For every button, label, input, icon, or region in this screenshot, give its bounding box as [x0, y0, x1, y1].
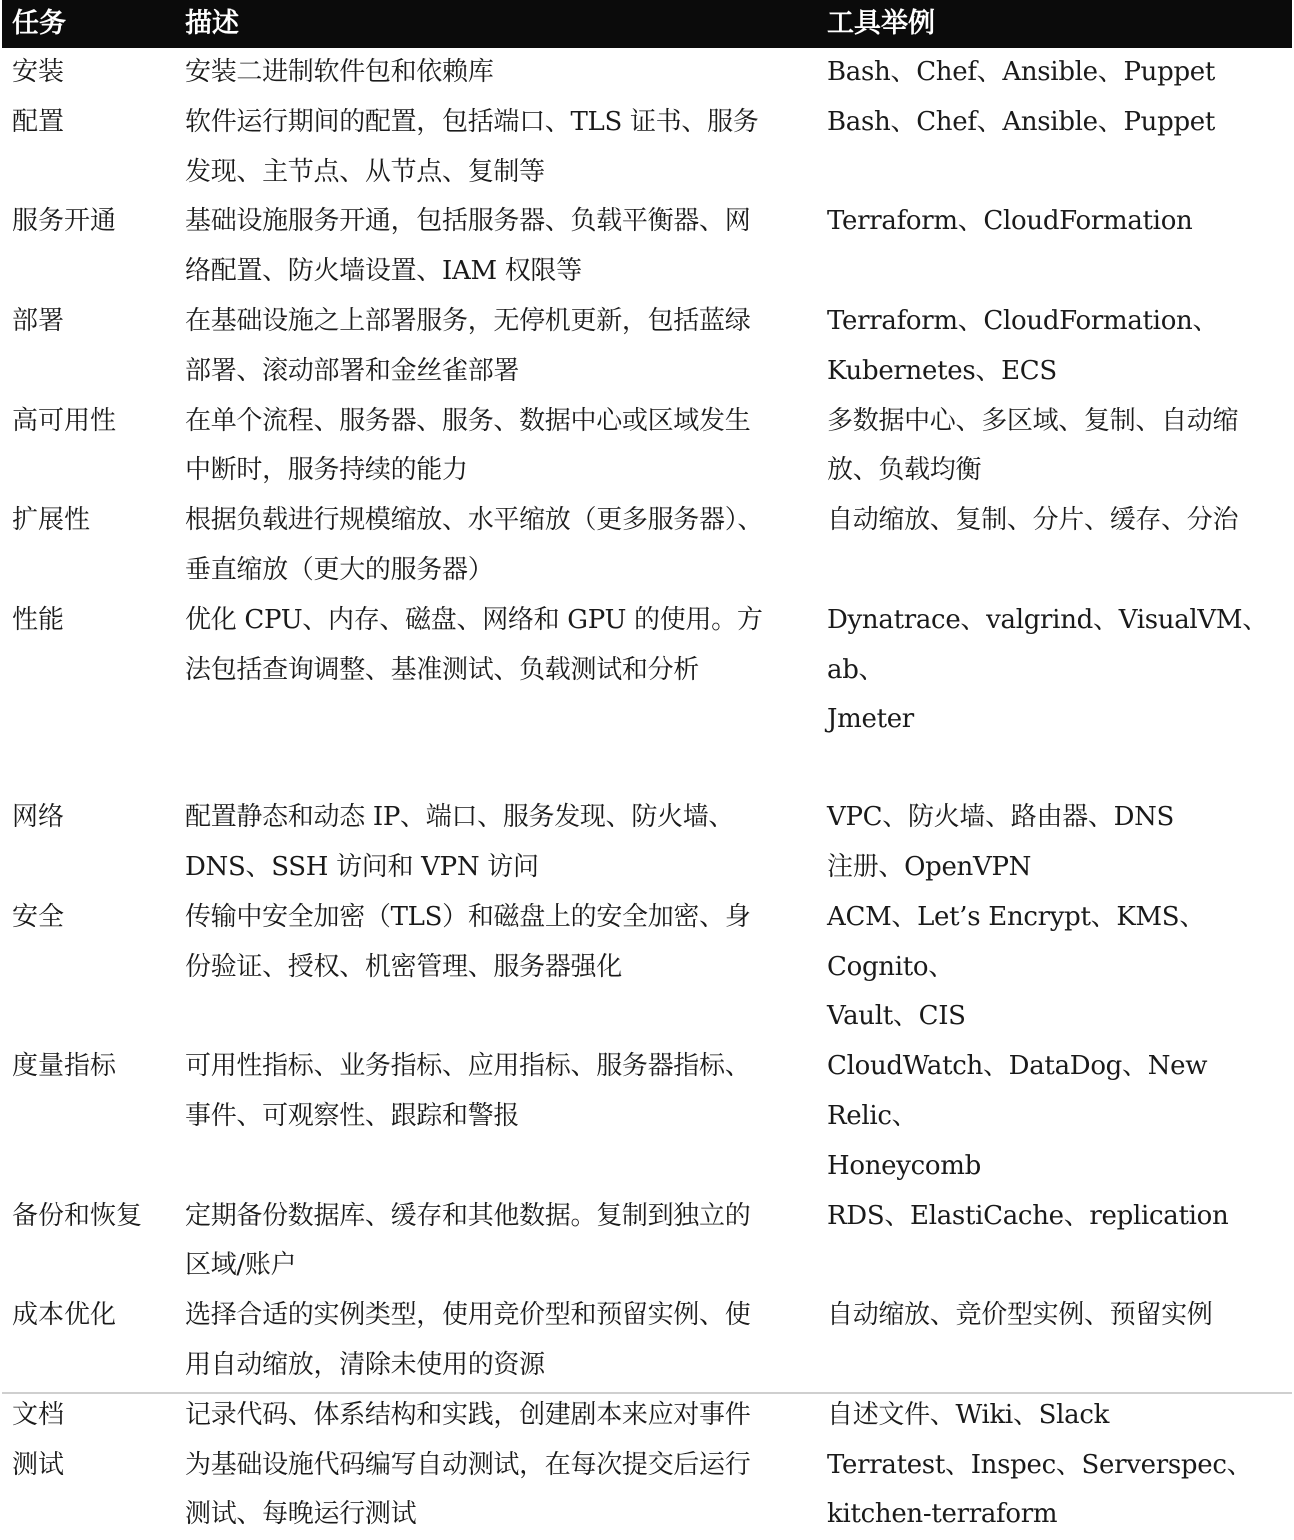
row-task: 网络	[12, 802, 65, 833]
row-tools: 自述文件、Wiki、Slack	[827, 1399, 1110, 1430]
table-row	[2, 397, 1292, 497]
table-header	[2, 0, 1292, 48]
infrastructure-tasks-table	[2, 0, 1292, 1540]
row-task: 服务开通	[12, 206, 117, 237]
row-description: 配置静态和动态 IP、端口、服务发现、防火墙、 DNS、SSH 访问和 VPN 访问	[185, 802, 735, 882]
row-tools: Terratest、Inspec、Serverspec、 kitchen-terraform	[827, 1449, 1253, 1530]
row-tools: CloudWatch、DataDog、New Relic、 Honeycomb	[827, 1051, 1208, 1181]
row-tools: VPC、防火墙、路由器、DNS 注册、OpenVPN	[827, 802, 1175, 882]
table-row	[2, 197, 1292, 297]
row-task: 配置	[12, 106, 65, 137]
row-description: 可用性指标、业务指标、应用指标、服务器指标、 事件、可观察性、跟踪和警报	[185, 1051, 751, 1131]
table-row	[2, 1391, 1292, 1441]
row-tools: Bash、Chef、Ansible、Puppet	[827, 106, 1216, 137]
row-description: 在基础设施之上部署服务，无停机更新，包括蓝绿 部署、滚动部署和金丝雀部署	[185, 305, 751, 386]
row-task: 文档	[12, 1399, 65, 1430]
row-tools: RDS、ElastiCache、replication	[827, 1200, 1229, 1231]
row-tools: 多数据中心、多区域、复制、自动缩 放、负载均衡	[827, 405, 1239, 486]
row-task: 测试	[12, 1449, 65, 1480]
table-row	[2, 1291, 1292, 1391]
header-tools: 工具举例	[827, 8, 935, 39]
table-row	[2, 48, 1292, 98]
table-row	[2, 1192, 1292, 1292]
table-row	[2, 1042, 1292, 1191]
row-tools: Dynatrace、valgrind、VisualVM、ab、 Jmeter	[827, 604, 1268, 735]
row-description: 根据负载进行规模缩放、水平缩放（更多服务器）、 垂直缩放（更大的服务器）	[185, 505, 764, 585]
row-description: 记录代码、体系结构和实践，创建剧本来应对事件	[185, 1399, 751, 1430]
row-task: 高可用性	[12, 405, 117, 436]
row-description: 选择合适的实例类型，使用竞价型和预留实例、使 用自动缩放，清除未使用的资源	[185, 1300, 751, 1380]
row-task: 成本优化	[12, 1300, 117, 1331]
table-body	[2, 48, 1292, 1540]
table-row	[2, 98, 1292, 198]
row-description: 为基础设施代码编写自动测试，在每次提交后运行 测试、每晚运行测试	[185, 1449, 751, 1530]
row-task: 备份和恢复	[12, 1200, 143, 1231]
row-description: 软件运行期间的配置，包括端口、TLS 证书、服务 发现、主节点、从节点、复制等	[185, 106, 759, 187]
row-description: 在单个流程、服务器、服务、数据中心或区域发生 中断时，服务持续的能力	[185, 405, 751, 486]
row-task: 性能	[12, 604, 65, 635]
row-description: 基础设施服务开通，包括服务器、负载平衡器、网 络配置、防火墙设置、IAM 权限等	[185, 206, 751, 287]
row-tools: Terraform、CloudFormation、 Kubernetes、ECS	[827, 305, 1219, 386]
row-tools: Terraform、CloudFormation	[827, 206, 1193, 237]
table-row	[2, 496, 1292, 596]
row-tools: 自动缩放、竞价型实例、预留实例	[827, 1300, 1213, 1331]
row-tools: Bash、Chef、Ansible、Puppet	[827, 57, 1216, 87]
row-description: 定期备份数据库、缓存和其他数据。复制到独立的 区域/账户	[185, 1200, 751, 1281]
table-row	[2, 596, 1292, 745]
row-task: 度量指标	[12, 1051, 117, 1082]
row-task: 安全	[12, 901, 65, 932]
row-task: 扩展性	[12, 505, 91, 536]
table-row	[2, 893, 1292, 1042]
bottom-rule	[2, 1392, 1292, 1394]
table-row	[2, 1441, 1292, 1540]
row-tools: 自动缩放、复制、分片、缓存、分治	[827, 505, 1239, 536]
table-row	[2, 297, 1292, 397]
row-tools: ACM、Let’s Encrypt、KMS、Cognito、 Vault、CIS	[827, 901, 1206, 1032]
row-description: 安装二进制软件包和依赖库	[185, 57, 494, 87]
row-description: 优化 CPU、内存、磁盘、网络和 GPU 的使用。方 法包括查询调整、基准测试、负载测试和分析	[185, 604, 763, 685]
header-description: 描述	[185, 8, 239, 39]
table-row	[2, 793, 1292, 893]
header-task: 任务	[12, 8, 66, 39]
row-spacer	[2, 745, 1292, 793]
row-task: 部署	[12, 305, 65, 336]
row-task: 安装	[12, 57, 65, 87]
row-description: 传输中安全加密（TLS）和磁盘上的安全加密、身 份验证、授权、机密管理、服务器强化	[185, 901, 751, 982]
